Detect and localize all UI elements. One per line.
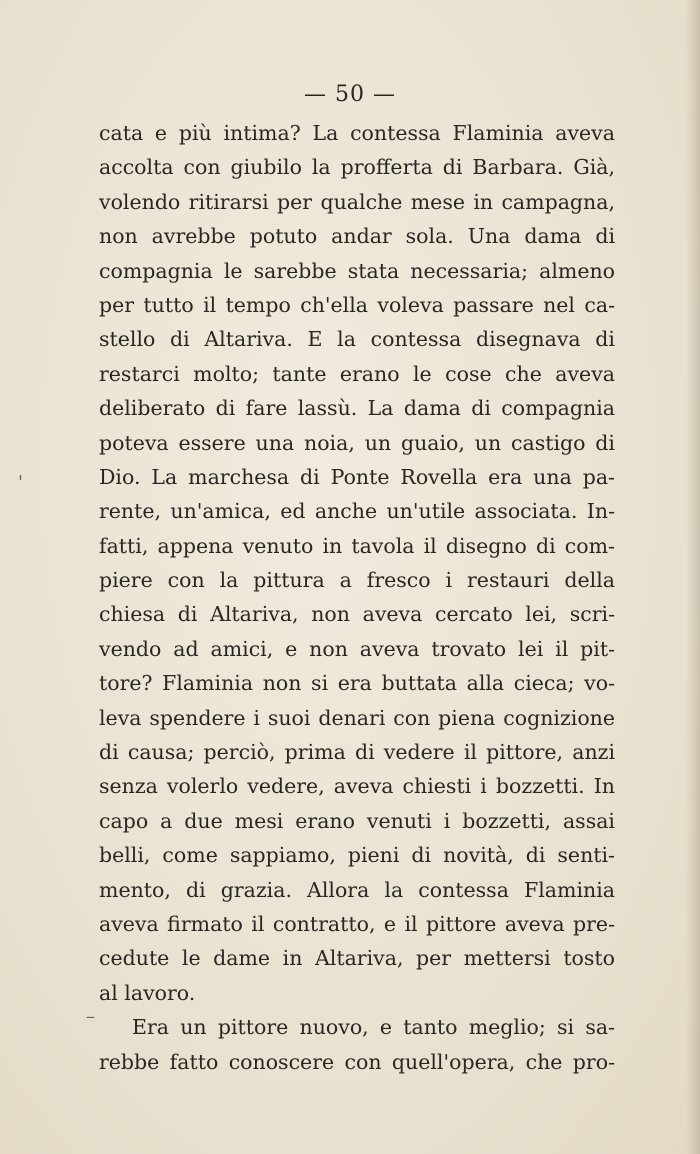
text-line: deliberato di fare lassù. La dama di compagnia xyxy=(99,396,615,421)
text-line: restarci molto; tante erano le cose che aveva xyxy=(99,361,615,386)
text-line: poteva essere una noia, un guaio, un castigo di xyxy=(99,430,615,455)
page-edge-shadow xyxy=(686,0,700,1154)
text-line: cedute le dame in Altariva, per mettersi tosto xyxy=(99,946,615,971)
body-text xyxy=(99,116,615,1079)
text-line: rente, un'amica, ed anche un'utile associata. In- xyxy=(99,499,615,524)
text-line: per tutto il tempo ch'ella voleva passare nel ca- xyxy=(99,292,615,317)
text-line: stello di Altariva. E la contessa disegnava di xyxy=(99,327,615,352)
text-line: compagnia le sarebbe stata necessaria; almeno xyxy=(99,258,615,283)
text-line: volendo ritirarsi per qualche mese in campagna, xyxy=(99,189,615,214)
text-line: tore? Flaminia non si era buttata alla cieca; vo- xyxy=(99,671,615,696)
text-line: mento, di grazia. Allora la contessa Flaminia xyxy=(99,877,615,902)
text-line: al lavoro. xyxy=(99,980,196,1005)
text-line: belli, come sappiamo, pieni di novità, di senti- xyxy=(99,843,615,868)
text-line: fatti, appena venuto in tavola il disegno di com- xyxy=(99,533,615,558)
margin-mark: – xyxy=(86,1006,95,1027)
text-line: Era un pittore nuovo, e tanto meglio; si sa- xyxy=(132,1015,615,1040)
text-line: capo a due mesi erano venuti i bozzetti, assai xyxy=(99,808,615,833)
text-line: senza volerlo vedere, aveva chiesti i bozzetti. In xyxy=(99,774,615,799)
text-line: leva spendere i suoi denari con piena cognizione xyxy=(99,705,615,730)
text-line: chiesa di Altariva, non aveva cercato lei, scri- xyxy=(99,602,615,627)
text-line: aveva firmato il contratto, e il pittore aveva pre- xyxy=(99,911,615,936)
text-line: vendo ad amici, e non aveva trovato lei il pit- xyxy=(99,636,615,661)
text-line: piere con la pittura a fresco i restauri della xyxy=(99,568,615,593)
text-line: di causa; perciò, prima di vedere il pittore, anzi xyxy=(99,740,615,765)
text-line: cata e più intima? La contessa Flaminia aveva xyxy=(99,121,615,145)
page-number: — 50 — xyxy=(304,82,396,107)
text-line: rebbe fatto conoscere con quell'opera, che pro- xyxy=(99,1049,615,1074)
text-line: Dio. La marchesa di Ponte Rovella era una pa- xyxy=(99,464,615,489)
text-line: accolta con giubilo la profferta di Barbara. Già, xyxy=(99,155,615,180)
margin-mark: ' xyxy=(18,472,23,493)
text-line: non avrebbe potuto andar sola. Una dama di xyxy=(99,224,615,249)
